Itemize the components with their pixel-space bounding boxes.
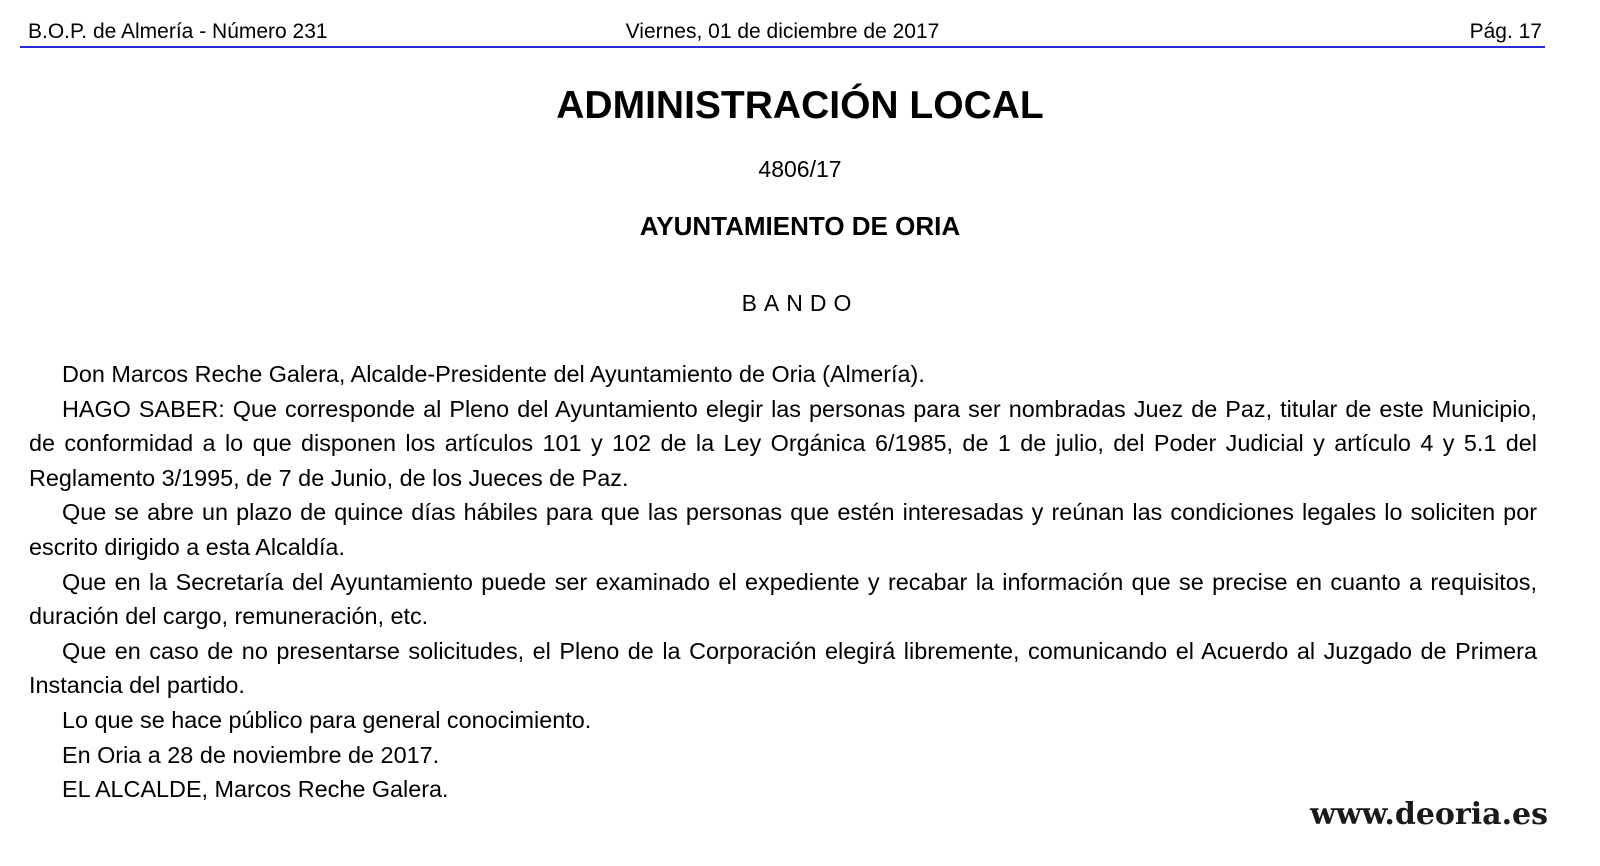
paragraph: HAGO SABER: Que corresponde al Pleno del Ayuntamiento elegir las personas para ser nombradas Juez de Paz, titular de este Municipio, de conformidad a lo que disponen los artículos 101 y 102 de la Ley Orgánica 6/1985, de 1 de julio, del Poder Judicial y artículo 4 y 5.1 del Reglamento 3/1995, de 7 de Junio, de los Jueces de Paz. (29, 395, 1537, 491)
paragraph: En Oria a 28 de noviembre de 2017. (62, 741, 440, 768)
page-number: Pág. 17 (1469, 20, 1542, 43)
paragraph: Que en la Secretaría del Ayuntamiento puede ser examinado el expediente y recabar la información que se precise en cuanto a requisitos, duración del cargo, remuneración, etc. (29, 568, 1537, 630)
paragraph: Don Marcos Reche Galera, Alcalde-Presidente del Ayuntamiento de Oria (Almería). (62, 361, 925, 387)
document-type: BANDO (741, 290, 859, 316)
publication-date: Viernes, 01 de diciembre de 2017 (625, 20, 940, 43)
paragraph: Lo que se hace público para general conocimiento. (62, 706, 592, 733)
section-title: ADMINISTRACIÓN LOCAL (556, 84, 1044, 127)
page-header (20, 16, 1545, 48)
bulletin-issue: B.O.P. de Almería - Número 231 (28, 20, 328, 43)
document-body (29, 357, 1537, 807)
document-number: 4806/17 (758, 156, 842, 182)
paragraph: Que en caso de no presentarse solicitudes, el Pleno de la Corporación elegirá libremente, comunicando el Acuerdo al Juzgado de Primera Instancia del partido. (29, 637, 1537, 699)
site-watermark: www.deoria.es (1309, 797, 1548, 832)
entity-name: AYUNTAMIENTO DE ORIA (639, 211, 961, 241)
signature-line: EL ALCALDE, Marcos Reche Galera. (62, 776, 449, 803)
paragraph: Que se abre un plazo de quince días hábiles para que las personas que estén interesadas y reúnan las condiciones legales lo soliciten por escrito dirigido a esta Alcaldía. (29, 499, 1537, 560)
